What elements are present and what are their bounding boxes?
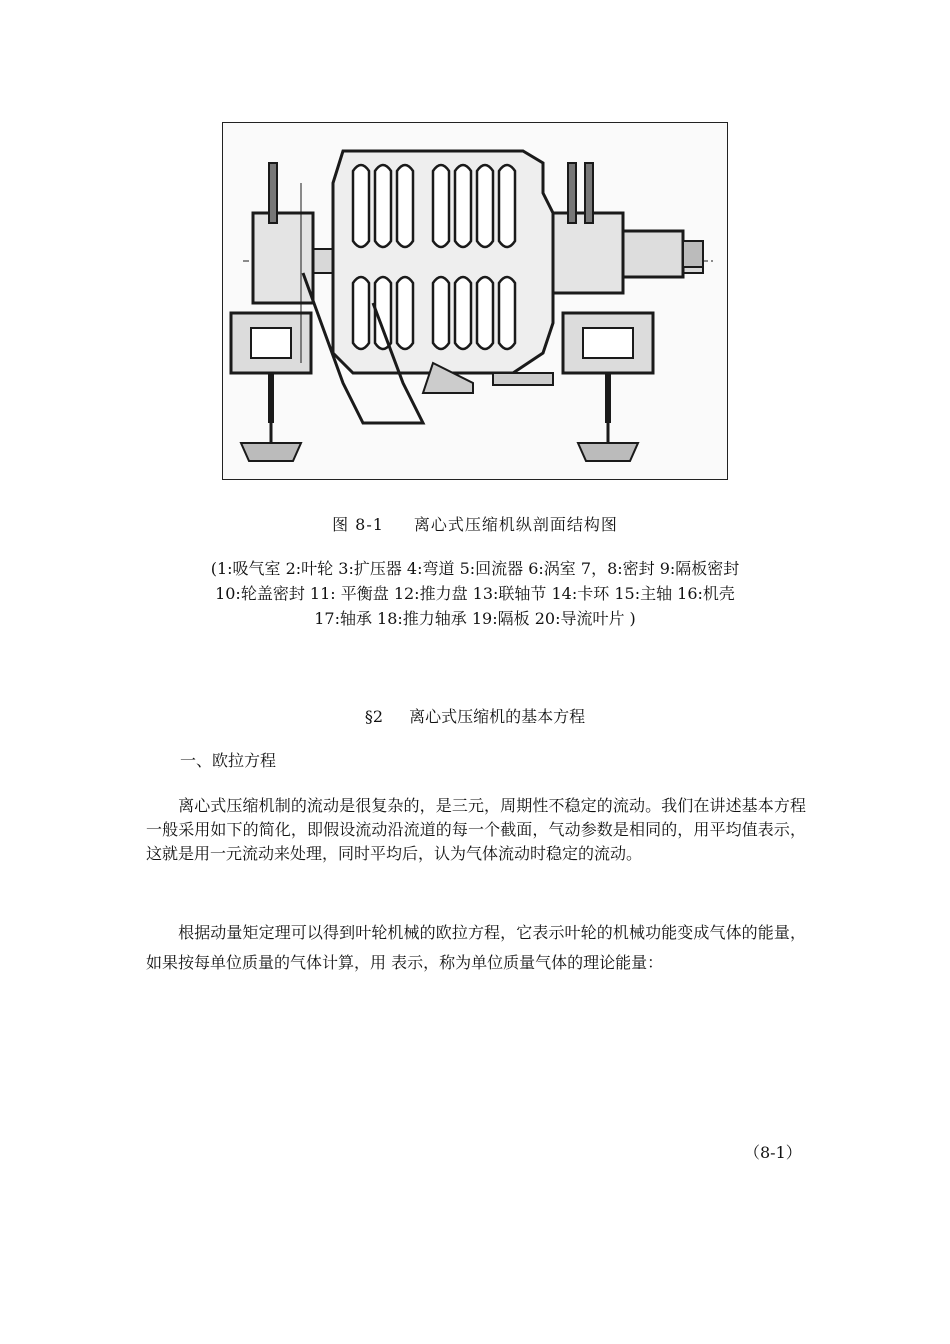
subheading: 一、欧拉方程 [180, 751, 277, 770]
figure-caption [0, 512, 950, 535]
paragraph-1 [146, 794, 806, 866]
figure-caption-title: 离心式压缩机纵剖面结构图 [413, 515, 618, 534]
paragraph-2-text: 根据动量矩定理可以得到叶轮机械的欧拉方程，它表示叶轮的机械功能变成气体的能量，如果按每单位质量的气体计算，用 表示，称为单位质量气体的理论能量： [146, 923, 806, 972]
legend-line: (1:吸气室 2:叶轮 3:扩压器 4:弯道 5:回流器 6:涡室 7，8:密封 9:隔板密封 [210, 559, 740, 578]
section-title: 离心式压缩机的基本方程 [409, 707, 586, 726]
section-heading [0, 704, 950, 727]
figure-legend [120, 556, 830, 631]
equation-number: （8-1） [744, 1143, 802, 1162]
paragraph-1-text: 离心式压缩机制的流动是很复杂的，是三元，周期性不稳定的流动。我们在讲述基本方程一般采用如下的简化，即假设流动沿流道的每一个截面，气动参数是相同的，用平均值表示，这就是用一元流动来处理，同时平均后，认为气体流动时稳定的流动。 [146, 796, 806, 863]
compressor-drawing [223, 123, 727, 479]
legend-line: 17:轴承 18:推力轴承 19:隔板 20:导流叶片 ) [314, 609, 636, 628]
figure-caption-label: 图 8-1 [332, 515, 384, 534]
section-number: §2 [364, 707, 384, 726]
legend-line: 10:轮盖密封 11: 平衡盘 12:推力盘 13:联轴节 14:卡环 15:主轴 16:机壳 [215, 584, 735, 603]
compressor-cross-section-figure [222, 122, 728, 480]
paragraph-2 [146, 918, 806, 978]
